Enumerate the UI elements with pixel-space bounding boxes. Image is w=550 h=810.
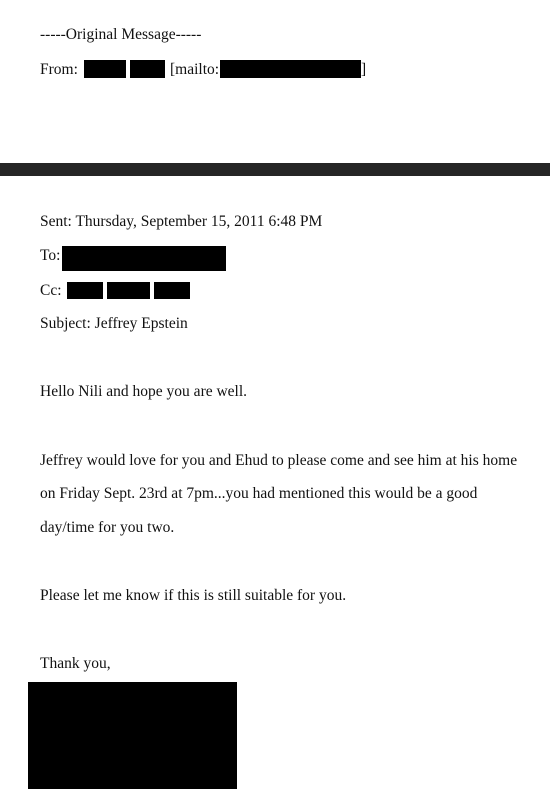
cc-label: Cc: (40, 282, 62, 299)
redacted-sender-last-name (130, 60, 165, 78)
sent-line: Sent: Thursday, September 15, 2011 6:48 PM (40, 213, 323, 230)
mailto-open: [mailto: (170, 61, 220, 78)
body-paragraph-line-2: on Friday Sept. 23rd at 7pm...you had mentioned this would be a good (40, 485, 478, 502)
redacted-cc-3 (154, 282, 190, 299)
redacted-cc-2 (107, 282, 150, 299)
page-separator (0, 163, 550, 176)
original-message-header: -----Original Message----- (40, 26, 202, 43)
redacted-cc-1 (67, 282, 103, 299)
redacted-signature (28, 682, 237, 789)
from-label: From: (40, 61, 78, 78)
mailto-close: ] (361, 61, 367, 78)
to-label: To: (40, 247, 61, 264)
redacted-sender-first-name (84, 60, 126, 78)
redacted-recipient (62, 246, 226, 271)
redacted-sender-email (220, 60, 361, 78)
request-text: Please let me know if this is still suitable for you. (40, 587, 347, 604)
subject-line: Subject: Jeffrey Epstein (40, 315, 188, 332)
greeting-text: Hello Nili and hope you are well. (40, 383, 248, 400)
body-paragraph-line-1: Jeffrey would love for you and Ehud to please come and see him at his home (40, 452, 518, 469)
body-paragraph-line-3: day/time for you two. (40, 519, 175, 536)
closing-text: Thank you, (40, 655, 111, 672)
